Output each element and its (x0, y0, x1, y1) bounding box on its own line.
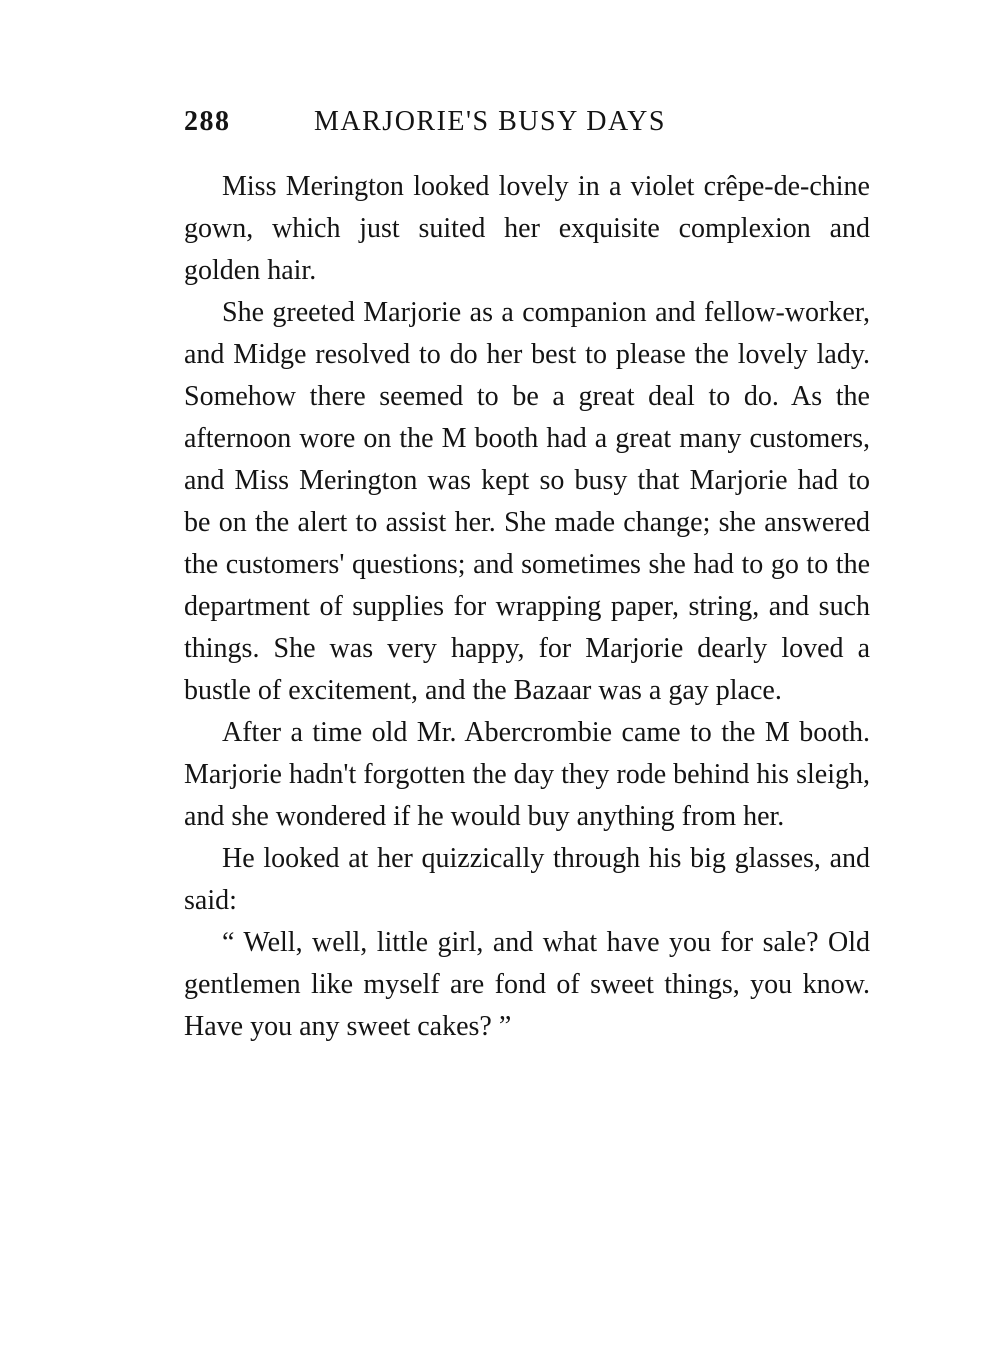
running-head (184, 106, 874, 146)
book-title: MARJORIE'S BUSY DAYS (314, 106, 666, 137)
page-number: 288 (184, 106, 231, 137)
paragraph-2: She greeted Marjorie as a companion and fellow-worker, and Midge resolved to do her best to please the lovely lady. Somehow there seemed to be a great deal to do. As the afternoon wore on the M booth had a great many customers, and Miss Merington was kept so busy that Marjorie had to be on the alert to assist her. She made change; she answered the customers' questions; and sometimes she had to go to the department of supplies for wrapping paper, string, and such things. She was very happy, for Marjorie dearly loved a bustle of excitement, and the Bazaar was a gay place. (184, 297, 870, 706)
paragraph-5: “ Well, well, little girl, and what have you for sale? Old gentlemen like myself are fond of sweet things, you know. Have you any sweet cakes? ” (184, 927, 870, 1042)
paragraph-4: He looked at her quizzically through his big glasses, and said: (184, 843, 870, 916)
body-text (184, 166, 870, 1048)
paragraph-3: After a time old Mr. Abercrombie came to the M booth. Marjorie hadn't forgotten the day they rode behind his sleigh, and she wondered if he would buy anything from her. (184, 717, 870, 832)
paragraph-1: Miss Merington looked lovely in a violet crêpe-de-chine gown, which just suited her exquisite complexion and golden hair. (184, 171, 870, 286)
